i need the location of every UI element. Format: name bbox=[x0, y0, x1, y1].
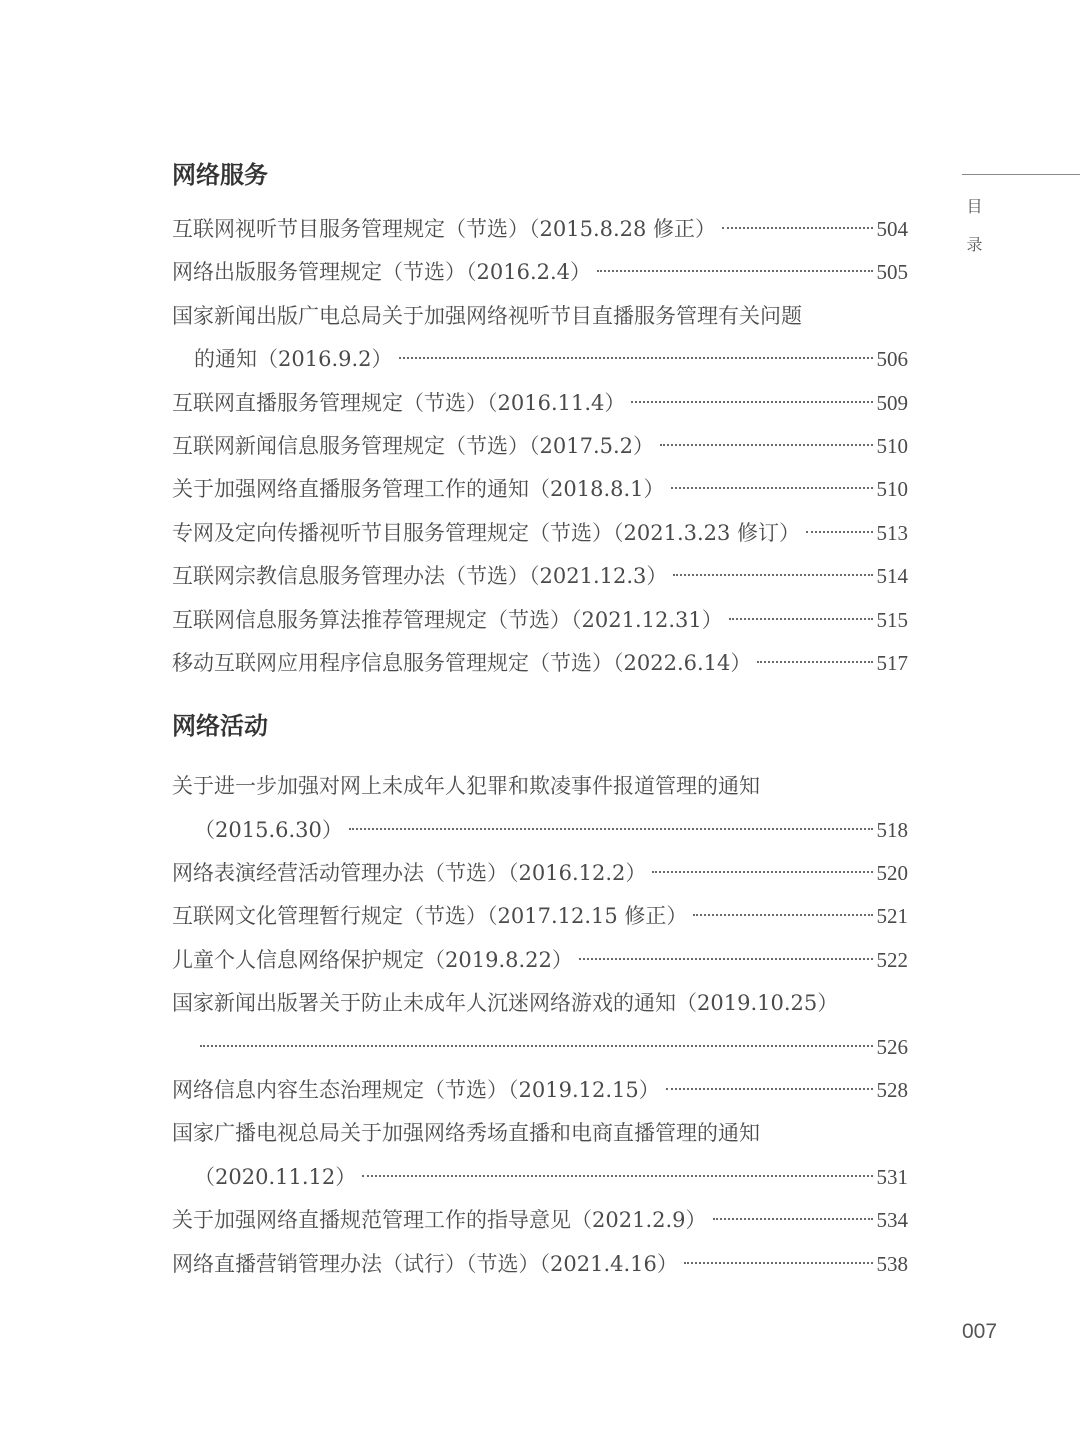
toc-page-number: 504 bbox=[876, 217, 908, 241]
toc-entry-line bbox=[172, 809, 908, 852]
toc-page-number: 517 bbox=[876, 650, 908, 675]
toc-entry-line bbox=[172, 295, 908, 338]
toc-page-number: 521 bbox=[876, 904, 908, 929]
toc-entry-line bbox=[172, 599, 908, 642]
toc-page-number: 509 bbox=[876, 390, 908, 415]
dot-leader bbox=[806, 531, 872, 533]
toc-entry-line bbox=[172, 468, 908, 511]
toc-entry-line bbox=[172, 1112, 908, 1155]
toc-entry-title: 国家新闻出版署关于防止未成年人沉迷网络游戏的通知（2019.10.25） bbox=[172, 991, 839, 1016]
toc-page-number: 528 bbox=[876, 1078, 908, 1103]
toc-entry[interactable] bbox=[172, 642, 908, 685]
toc-entry[interactable] bbox=[172, 1069, 908, 1112]
toc-entry-title: （2020.11.12） bbox=[194, 1164, 357, 1189]
toc-entry[interactable] bbox=[172, 425, 908, 468]
toc-entry-title: 互联网视听节目服务管理规定（节选）（2015.8.28 修正） bbox=[172, 217, 717, 241]
toc-entry-title: 网络直播营销管理办法（试行）（节选）（2021.4.16） bbox=[172, 1251, 678, 1276]
toc-page-number: 510 bbox=[876, 477, 908, 502]
dot-leader bbox=[362, 1175, 872, 1177]
toc-entry-line bbox=[172, 1026, 908, 1069]
toc-entry-line bbox=[172, 208, 908, 251]
toc-entry-line bbox=[172, 852, 908, 895]
toc-entry[interactable] bbox=[172, 765, 908, 852]
toc-entry-line bbox=[172, 1199, 908, 1242]
toc-entry[interactable] bbox=[172, 295, 908, 382]
dot-leader bbox=[757, 661, 872, 663]
toc-entry-title: 移动互联网应用程序信息服务管理规定（节选）（2022.6.14） bbox=[172, 650, 752, 675]
page-number: 007 bbox=[962, 1320, 998, 1343]
dot-leader bbox=[631, 401, 872, 403]
toc-entry-line bbox=[172, 251, 908, 294]
toc-page-number: 520 bbox=[876, 861, 908, 886]
toc-entry-title: 互联网宗教信息服务管理办法（节选）（2021.12.3） bbox=[172, 564, 668, 589]
toc-entry[interactable] bbox=[172, 555, 908, 598]
dot-leader bbox=[671, 487, 873, 489]
dot-leader bbox=[597, 270, 872, 272]
dot-leader bbox=[652, 871, 872, 873]
dot-leader bbox=[713, 1218, 873, 1220]
toc-entry[interactable] bbox=[172, 852, 908, 895]
toc-page-number: 518 bbox=[876, 817, 908, 842]
toc-entry[interactable] bbox=[172, 208, 908, 251]
toc-page-number: 510 bbox=[876, 433, 908, 458]
side-label-contents: 目录 bbox=[964, 198, 983, 274]
toc-entry-title: 关于进一步加强对网上未成年人犯罪和欺凌事件报道管理的通知 bbox=[172, 774, 760, 799]
toc-entry-line bbox=[172, 642, 908, 685]
toc-page-number: 506 bbox=[876, 347, 908, 372]
dot-leader bbox=[693, 914, 872, 916]
toc-page-number: 526 bbox=[876, 1034, 908, 1059]
toc-entry-line bbox=[172, 895, 908, 938]
toc-entry-title: （2015.6.30） bbox=[194, 817, 343, 842]
dot-leader bbox=[729, 618, 873, 620]
toc-entry[interactable] bbox=[172, 1112, 908, 1199]
toc-entry[interactable] bbox=[172, 1199, 908, 1242]
toc-page-number: 513 bbox=[876, 520, 908, 545]
dot-leader bbox=[666, 1088, 873, 1090]
toc-entry-line bbox=[172, 982, 908, 1025]
toc-entry[interactable] bbox=[172, 382, 908, 425]
toc-entry[interactable] bbox=[172, 512, 908, 555]
toc-entry-title: 的通知（2016.9.2） bbox=[194, 347, 393, 372]
toc-entry[interactable] bbox=[172, 468, 908, 511]
toc-entry-title: 互联网文化管理暂行规定（节选）（2017.12.15 修正） bbox=[172, 904, 688, 929]
toc-entry-title: 互联网信息服务算法推荐管理规定（节选）（2021.12.31） bbox=[172, 607, 723, 632]
dot-leader bbox=[200, 1045, 873, 1047]
toc-entry-title: 儿童个人信息网络保护规定（2019.8.22） bbox=[172, 947, 573, 972]
toc-entry-title: 关于加强网络直播服务管理工作的通知（2018.8.1） bbox=[172, 477, 665, 502]
toc-entry-line bbox=[172, 555, 908, 598]
toc-page-number: 505 bbox=[876, 260, 908, 285]
toc-entry-line bbox=[172, 765, 908, 808]
toc-entry-title: 专网及定向传播视听节目服务管理规定（节选）（2021.3.23 修订） bbox=[172, 520, 801, 545]
toc-entry-line bbox=[172, 382, 908, 425]
toc-entry[interactable] bbox=[172, 895, 908, 938]
toc-entry-title: 网络表演经营活动管理办法（节选）（2016.12.2） bbox=[172, 861, 647, 886]
dot-leader bbox=[399, 357, 873, 359]
toc-entry-line bbox=[172, 1243, 908, 1286]
toc-page-number: 514 bbox=[876, 564, 908, 589]
toc-entry-line bbox=[172, 1069, 908, 1112]
dot-leader bbox=[349, 828, 873, 830]
toc-entry[interactable] bbox=[172, 599, 908, 642]
toc-page-number: 531 bbox=[876, 1164, 908, 1189]
toc-page-number: 534 bbox=[876, 1208, 908, 1233]
toc-entry-title: 网络出版服务管理规定（节选）（2016.2.4） bbox=[172, 260, 592, 285]
toc-content bbox=[172, 160, 908, 1286]
toc-page-number: 515 bbox=[876, 607, 908, 632]
toc-entry-line bbox=[172, 512, 908, 555]
toc-entry-line bbox=[172, 425, 908, 468]
toc-entry-title: 关于加强网络直播规范管理工作的指导意见（2021.2.9） bbox=[172, 1208, 707, 1233]
toc-entry-title: 网络信息内容生态治理规定（节选）（2019.12.15） bbox=[172, 1078, 660, 1103]
dot-leader bbox=[660, 444, 872, 446]
toc-entry[interactable] bbox=[172, 982, 908, 1069]
toc-entry[interactable] bbox=[172, 939, 908, 982]
dot-leader bbox=[722, 227, 872, 229]
section-heading: 网络活动 bbox=[172, 712, 268, 741]
toc-entry-title: 互联网直播服务管理规定（节选）（2016.11.4） bbox=[172, 390, 626, 415]
toc-entry-title: 国家新闻出版广电总局关于加强网络视听节目直播服务管理有关问题 bbox=[172, 303, 802, 328]
dot-leader bbox=[673, 574, 872, 576]
side-rule bbox=[962, 174, 1080, 175]
toc-entry-line bbox=[172, 939, 908, 982]
toc-page-number: 538 bbox=[876, 1251, 908, 1276]
toc-entry-line bbox=[172, 1156, 908, 1199]
toc-entry[interactable] bbox=[172, 1243, 908, 1286]
toc-entry-title: 国家广播电视总局关于加强网络秀场直播和电商直播管理的通知 bbox=[172, 1121, 760, 1146]
dot-leader bbox=[684, 1262, 873, 1264]
section-heading: 网络服务 bbox=[172, 161, 268, 189]
toc-page-number: 522 bbox=[876, 947, 908, 972]
toc-entry[interactable] bbox=[172, 251, 908, 294]
dot-leader bbox=[579, 958, 873, 960]
toc-entry-line bbox=[172, 338, 908, 381]
toc-entry-title: 互联网新闻信息服务管理规定（节选）（2017.5.2） bbox=[172, 433, 655, 458]
